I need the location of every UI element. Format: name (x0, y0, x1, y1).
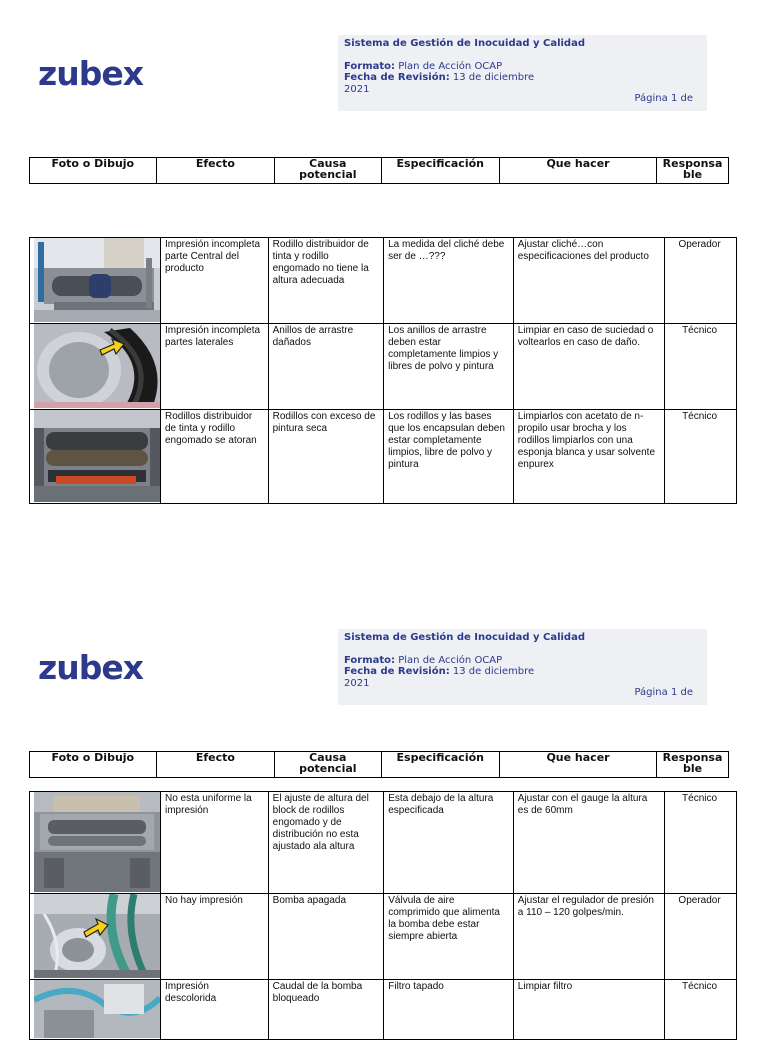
causa-cell: Anillos de arrastre dañados (268, 324, 384, 410)
efecto-cell: No hay impresión (161, 894, 269, 980)
col-efecto: Efecto (156, 158, 275, 184)
especificacion-cell: Esta debajo de la altura especificada (384, 792, 514, 894)
photo-cell (30, 324, 161, 410)
formato-label: Formato: (344, 60, 396, 72)
formato-label: Formato: (344, 654, 396, 666)
ink-rollers-photo (34, 410, 160, 502)
table-row (30, 792, 737, 894)
page-number: Página 1 de (634, 687, 693, 698)
table-row (30, 894, 737, 980)
responsable-cell: Técnico (665, 792, 737, 894)
column-header-table (29, 157, 729, 184)
responsable-cell: Técnico (665, 324, 737, 410)
col-responsable: Responsa ble (657, 158, 729, 184)
especificacion-cell: Los rodillos y las bases que los encapsulan deben estar completamente limpios, libre de polvo y pintura (384, 410, 514, 504)
photo-cell (30, 410, 161, 504)
responsable-cell: Operador (665, 894, 737, 980)
pump-filter-photo (34, 980, 160, 1038)
efecto-cell: Impresión incompleta parte Central del producto (161, 238, 269, 324)
fecha-value: 13 de diciembre (452, 666, 535, 677)
table-row (30, 980, 737, 1040)
fecha-label: Fecha de Revisión: (344, 72, 450, 83)
photo-cell (30, 980, 161, 1040)
action-plan-table-1 (29, 237, 737, 504)
col-que-hacer: Que hacer (500, 752, 657, 778)
que-hacer-cell: Ajustar con el gauge la altura es de 60mm (513, 792, 664, 894)
col-foto: Foto o Dibujo (30, 752, 157, 778)
especificacion-cell: Válvula de aire comprimido que alimenta la bomba debe estar siempre abierta (384, 894, 514, 980)
col-que-hacer: Que hacer (500, 158, 657, 184)
efecto-cell: Impresión descolorida (161, 980, 269, 1040)
company-logo: zubex (38, 54, 143, 93)
drag-rings-photo (34, 324, 160, 408)
causa-cell: El ajuste de altura del block de rodillos engomado y de distribución no esta ajustado ala altura (268, 792, 384, 894)
system-title: Sistema de Gestión de Inocuidad y Calidad (344, 38, 585, 49)
col-causa: Causa potencial (275, 752, 381, 778)
column-header-table (29, 751, 729, 778)
que-hacer-cell: Limpiar en caso de suciedad o voltearlos en caso de daño. (513, 324, 664, 410)
col-especificacion: Especificación (381, 752, 500, 778)
table-row (30, 238, 737, 324)
document-info-box (338, 35, 707, 111)
fecha-year: 2021 (344, 83, 370, 95)
que-hacer-cell: Ajustar el regulador de presión a 110 – 120 golpes/min. (513, 894, 664, 980)
causa-cell: Caudal de la bomba bloqueado (268, 980, 384, 1040)
table-row (30, 324, 737, 410)
roller-block-photo (34, 792, 160, 892)
col-efecto: Efecto (156, 752, 275, 778)
fecha-value: 13 de diciembre (452, 72, 535, 83)
col-causa: Causa potencial (275, 158, 381, 184)
air-pump-photo (34, 894, 160, 978)
responsable-cell: Técnico (665, 410, 737, 504)
que-hacer-cell: Limpiarlos con acetato de n-propilo usar brocha y los rodillos limpiarlos con una esponja blanca y usar solvente enpurex (513, 410, 664, 504)
responsable-cell: Técnico (665, 980, 737, 1040)
col-foto: Foto o Dibujo (30, 158, 157, 184)
especificacion-cell: Filtro tapado (384, 980, 514, 1040)
table-row (30, 410, 737, 504)
photo-cell (30, 792, 161, 894)
action-plan-table-2 (29, 791, 737, 1040)
especificacion-cell: La medida del cliché debe ser de …??? (384, 238, 514, 324)
col-especificacion: Especificación (381, 158, 500, 184)
system-title: Sistema de Gestión de Inocuidad y Calidad (344, 632, 585, 643)
causa-cell: Bomba apagada (268, 894, 384, 980)
fecha-year: 2021 (344, 677, 370, 689)
col-responsable: Responsa ble (657, 752, 729, 778)
que-hacer-cell: Ajustar cliché…con especificaciones del producto (513, 238, 664, 324)
photo-cell (30, 238, 161, 324)
page-number: Página 1 de (634, 93, 693, 104)
que-hacer-cell: Limpiar filtro (513, 980, 664, 1040)
especificacion-cell: Los anillos de arrastre deben estar completamente limpios y libres de polvo y pintura (384, 324, 514, 410)
causa-cell: Rodillo distribuidor de tinta y rodillo engomado no tiene la altura adecuada (268, 238, 384, 324)
responsable-cell: Operador (665, 238, 737, 324)
document-info-box (338, 629, 707, 705)
formato-value: Plan de Acción OCAP (398, 60, 503, 72)
efecto-cell: Impresión incompleta partes laterales (161, 324, 269, 410)
efecto-cell: Rodillos distribuidor de tinta y rodillo engomado se atoran (161, 410, 269, 504)
photo-cell (30, 894, 161, 980)
printing-machine-rollers-photo (34, 238, 160, 322)
causa-cell: Rodillos con exceso de pintura seca (268, 410, 384, 504)
fecha-label: Fecha de Revisión: (344, 666, 450, 677)
company-logo: zubex (38, 648, 143, 687)
efecto-cell: No esta uniforme la impresión (161, 792, 269, 894)
formato-value: Plan de Acción OCAP (398, 654, 503, 666)
